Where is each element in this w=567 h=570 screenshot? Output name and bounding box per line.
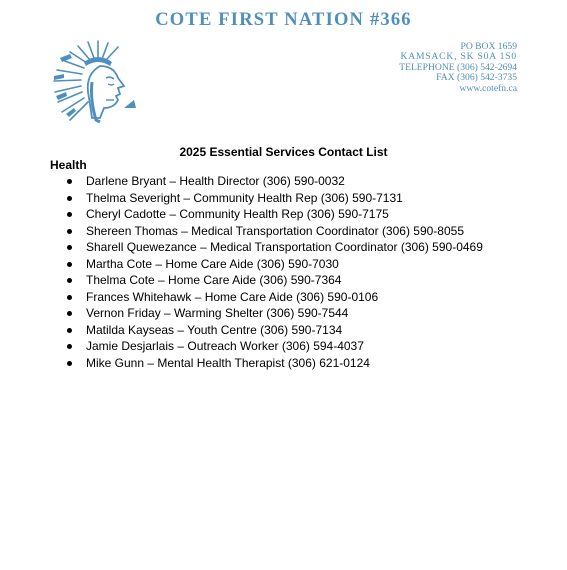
contact-item [50,357,483,374]
address-city: KAMSACK, SK S0A 1S0 [400,51,517,63]
address-po-box: PO BOX 1659 [460,41,517,52]
contact-item [50,307,483,324]
bullet-icon [67,328,72,333]
contact-text: Jamie Desjarlais – Outreach Worker (306) 594-4037 [86,339,364,353]
contact-text: Martha Cote – Home Care Aide (306) 590-7030 [86,256,339,271]
contact-text: Darlene Bryant – Health Director (306) 590-0032 [86,174,345,188]
bullet-icon [67,229,72,234]
contact-item [50,324,483,341]
bullet-icon [67,212,72,217]
contact-text: Sharell Quewezance – Medical Transportation Coordinator (306) 590-0469 [86,240,483,254]
contact-item [50,208,483,225]
contact-text: Thelma Cote – Home Care Aide (306) 590-7364 [86,273,342,287]
address-telephone: TELEPHONE (306) 542-2694 [399,61,517,73]
bullet-icon [67,179,72,184]
section-heading-health: Health [50,158,87,172]
bullet-icon [67,344,72,349]
bullet-icon [67,196,72,201]
bullet-icon [67,262,72,267]
chief-headdress-logo-icon [48,38,142,126]
bullet-icon [67,278,72,283]
contact-item [50,291,483,308]
contact-item [50,241,483,258]
bullet-icon [67,245,72,250]
address-website: www.cotefn.ca [459,82,517,94]
contact-text: Shereen Thomas – Medical Transportation Coordinator (306) 590-8055 [86,223,464,238]
address-fax: FAX (306) 542-3735 [436,72,517,84]
contact-text: Cheryl Cadotte – Community Health Rep (306) 590-7175 [86,207,389,221]
contact-list [50,175,483,373]
contact-text: Matilda Kayseas – Youth Centre (306) 590-7134 [86,322,343,337]
contact-text: Mike Gunn – Mental Health Therapist (306) 621-0124 [86,355,370,370]
contact-item [50,340,483,357]
contact-item [50,192,483,209]
contact-item [50,274,483,291]
bullet-icon [67,295,72,300]
bullet-icon [67,361,72,366]
document-title: 2025 Essential Services Contact List [179,145,388,159]
letterhead-address [277,42,517,94]
contact-text: Frances Whitehawk – Home Care Aide (306) 590-0106 [86,289,379,304]
contact-text: Vernon Friday – Warming Shelter (306) 590-7544 [86,306,349,320]
organization-title: COTE FIRST NATION #366 [155,10,412,30]
contact-item [50,175,483,192]
contact-text: Thelma Severight – Community Health Rep (306) 590-7131 [86,190,403,205]
contact-item [50,258,483,275]
contact-item [50,225,483,242]
bullet-icon [67,311,72,316]
